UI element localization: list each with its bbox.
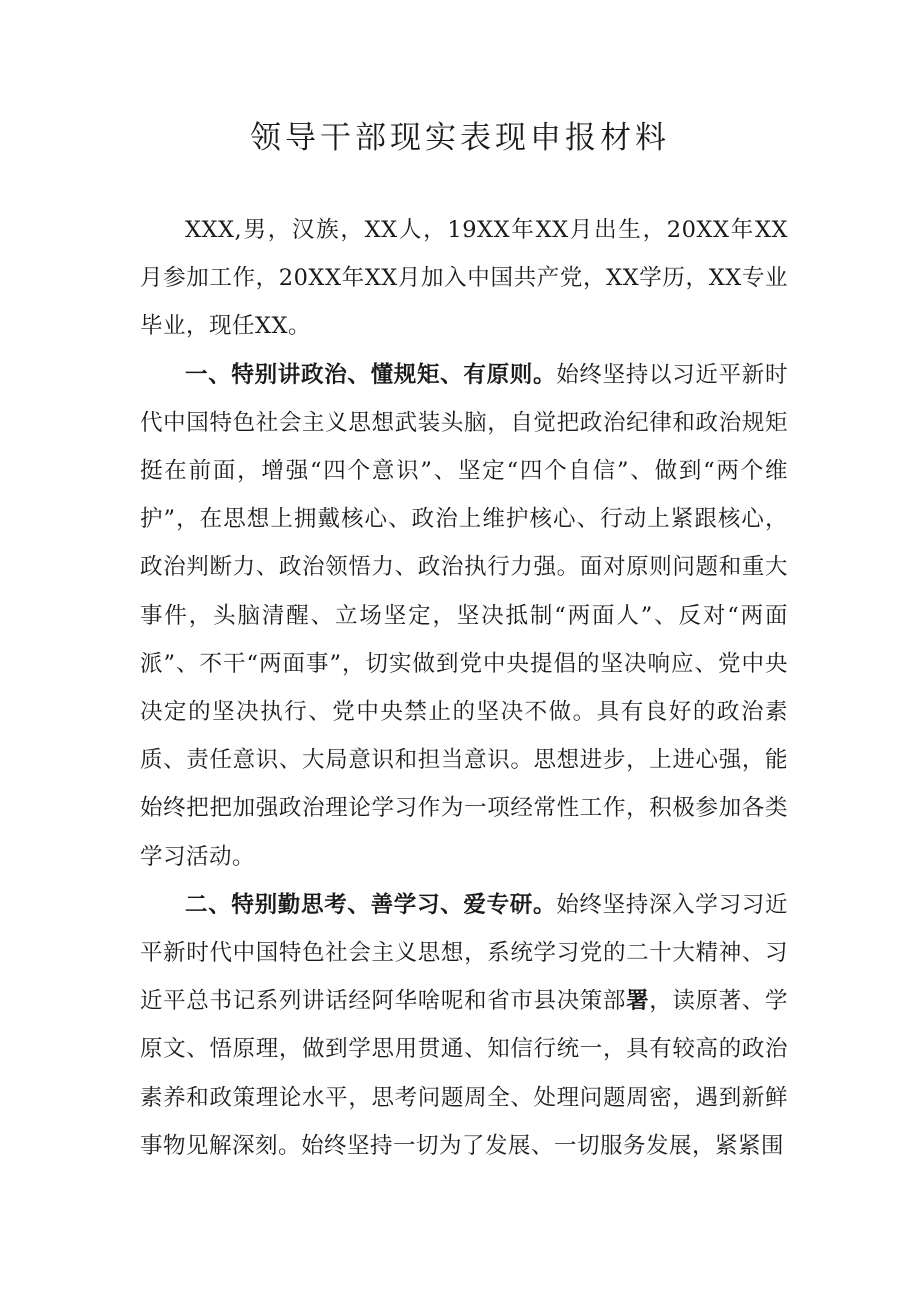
- section-2-body-part-2: ，读原著、学原文、悟原理，做到学思用贯通、知信行统一，具有较高的政治素养和政策理论水平，思考问题周全、处理问题周密，遇到新鲜事物见解深刻。始终坚持一切为了发展、一切服务发展，紧紧围: [140, 988, 788, 1159]
- section-2-bold-char: 署: [626, 988, 650, 1015]
- section-1-body: 始终坚持以习近平新时代中国特色社会主义思想武装头脑，自觉把政治纪律和政治规矩挺在前面，增强“四个意识”、坚定“四个自信”、做到“两个维护”，在思想上拥戴核心、政治上维护核心、行动上紧跟核心，政治判断力、政治领悟力、政治执行力强。面对原则问题和重大事件，头脑清醒、立场坚定，坚决抵制“两面人”、反对“两面派”、不干“两面事”，切实做到党中央提倡的坚决响应、党中央决定的坚决执行、党中央禁止的坚决不做。具有良好的政治素质、责任意识、大局意识和担当意识。思想进步，上进心强，能始终把把加强政治理论学习作为一项经常性工作，积极参加各类学习活动。: [140, 361, 788, 870]
- intro-paragraph: XXX,男，汉族，XX人，19XX年XX月出生，20XX年XX月参加工作，20XX年XX月加入中国共产党，XX学历，XX专业毕业，现任XX。: [140, 217, 788, 340]
- section-1-heading: 一、特别讲政治、懂规矩、有原则。: [185, 361, 557, 388]
- document-title: 领导干部现实表现申报材料: [250, 120, 670, 156]
- section-2-heading: 二、特别勤思考、善学习、爱专研。: [185, 891, 557, 918]
- section-2-body-part-1: 始终坚持深入学习习近平新时代中国特色社会主义思想，系统学习党的二十大精神、习近平总书记系列讲话经阿华啥呢和省市县决策部: [140, 891, 788, 1015]
- section-1-paragraph: [140, 351, 788, 881]
- document-body: [140, 206, 788, 1170]
- section-2-paragraph: [140, 881, 788, 1170]
